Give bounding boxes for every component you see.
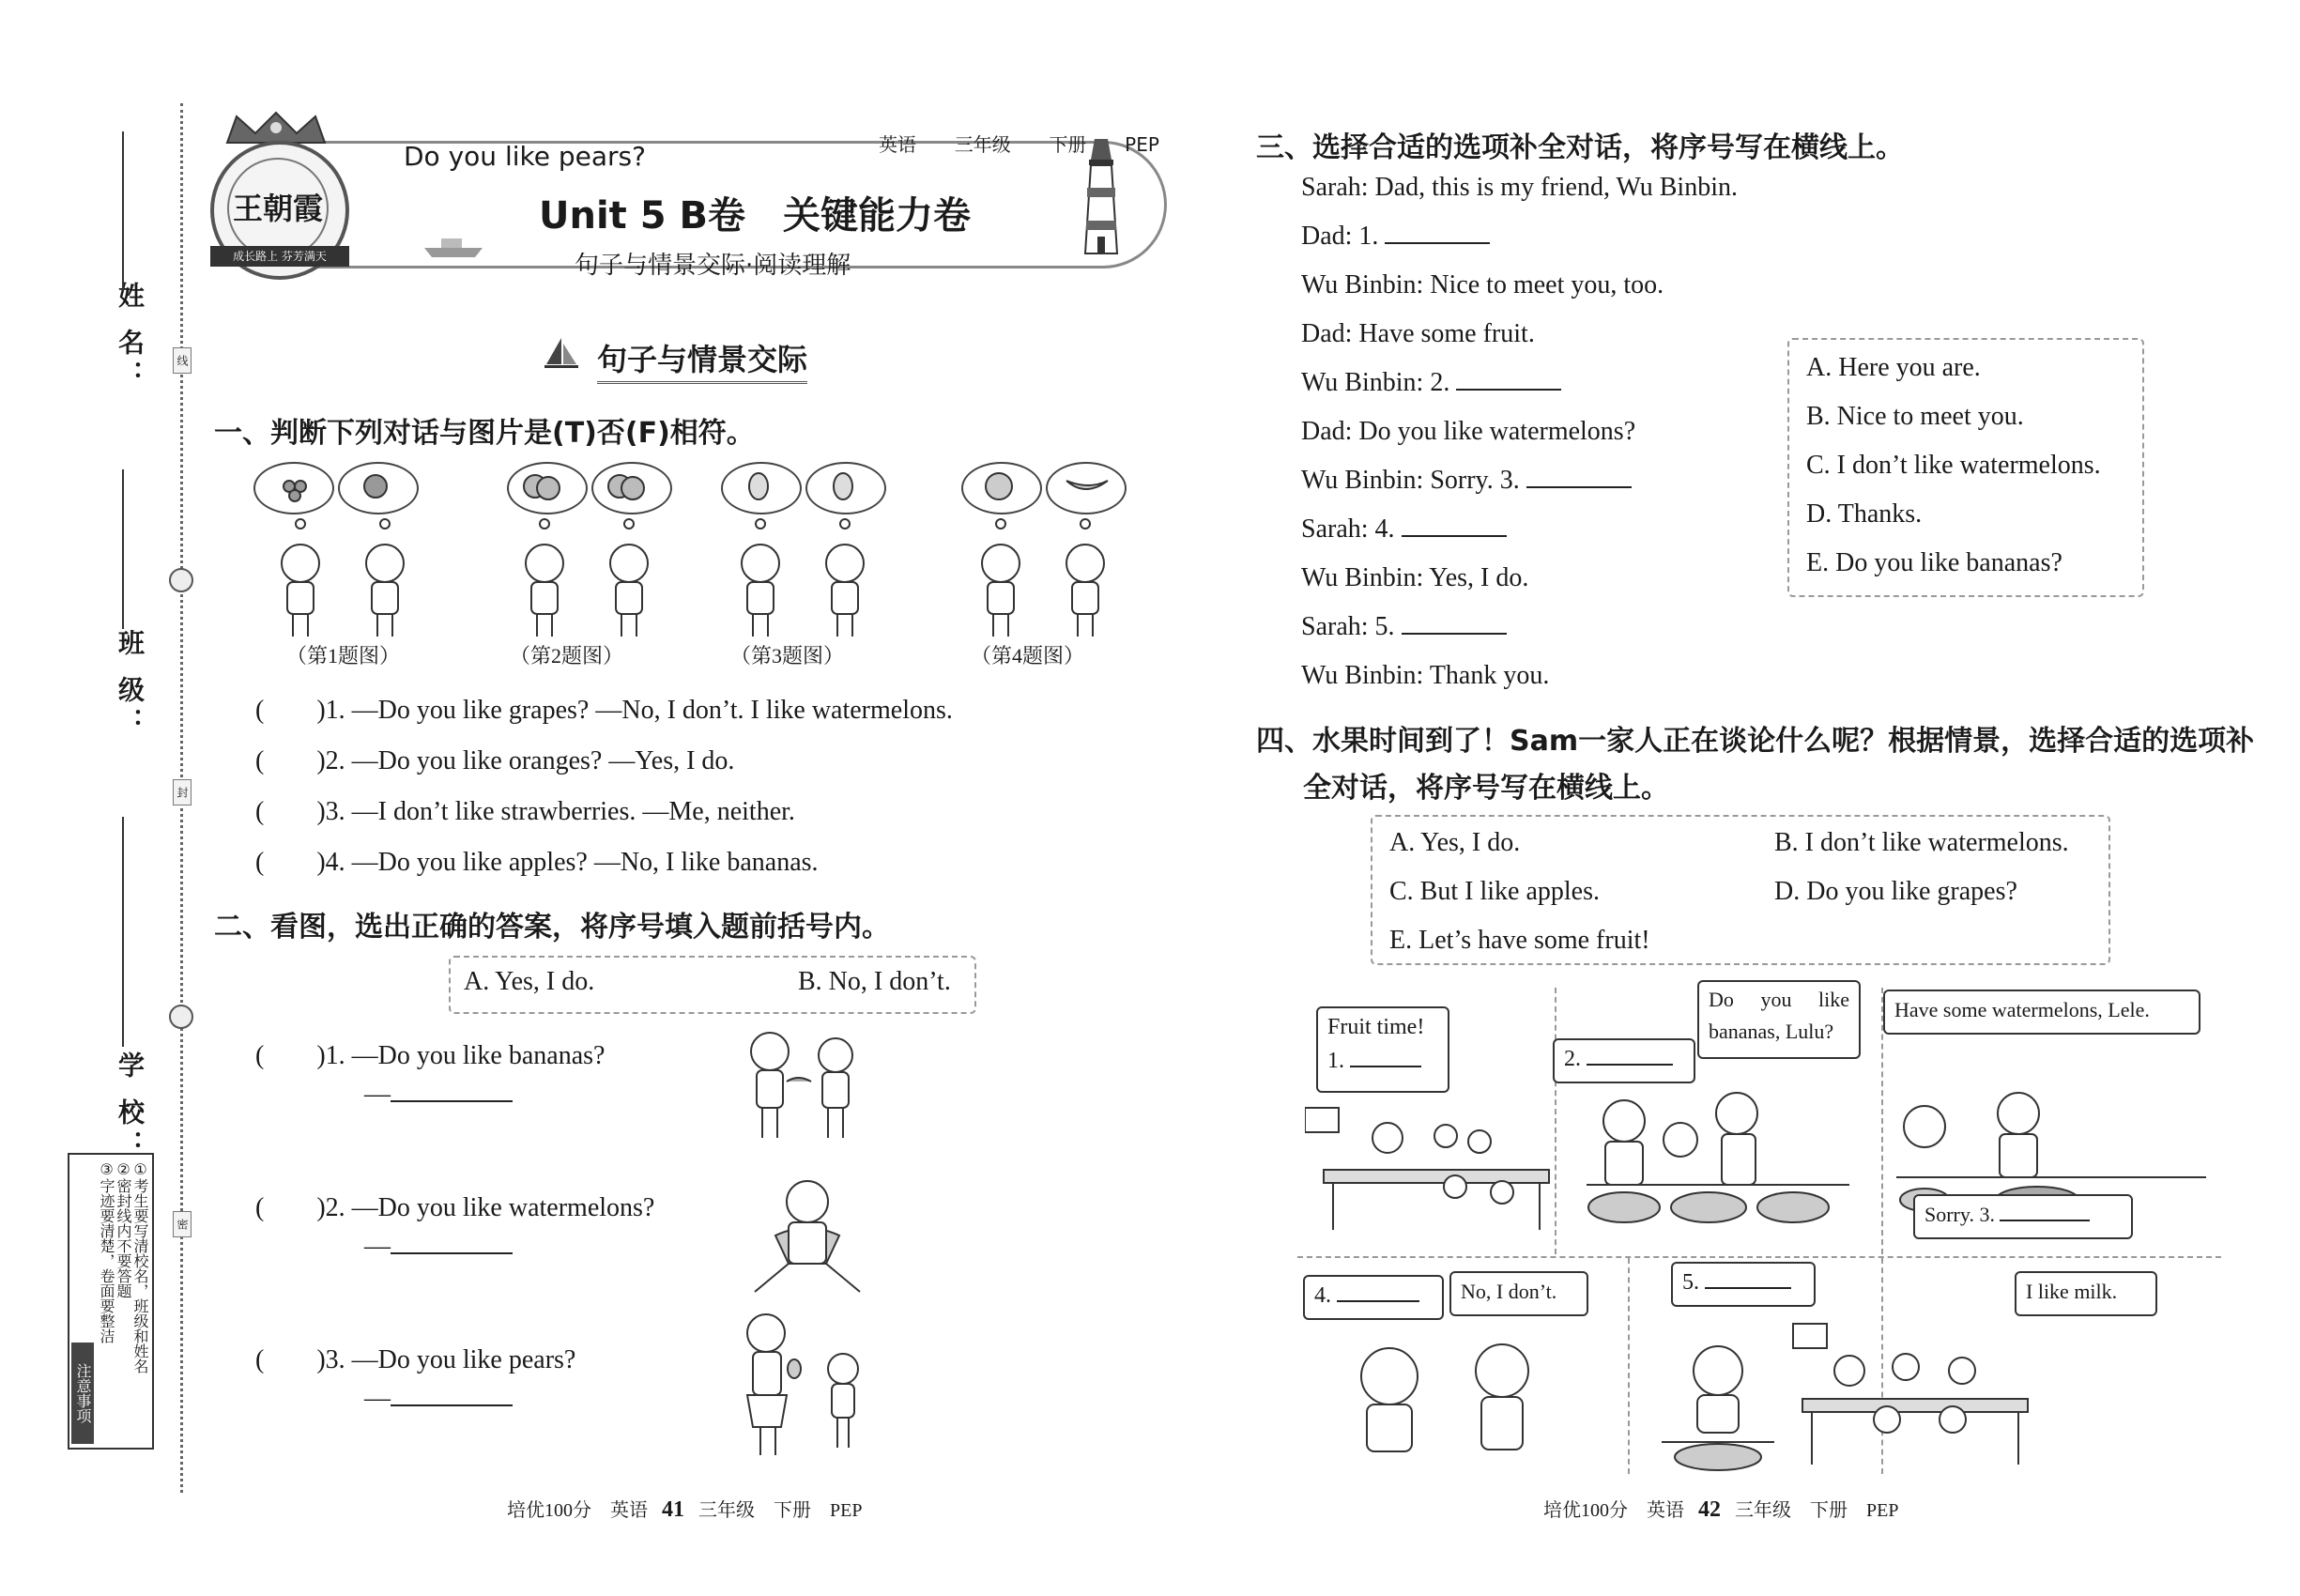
answer-blank[interactable] xyxy=(1705,1287,1791,1289)
part3-option-b: B. Nice to meet you. xyxy=(1806,402,2024,431)
answer-dash: — xyxy=(364,1080,391,1109)
notice-items xyxy=(98,1160,148,1442)
bubble-p2-question: Do you like bananas, Lulu? xyxy=(1697,980,1861,1059)
part2-option-box xyxy=(449,956,976,1014)
notice-item: ②密封线内不要答题 xyxy=(115,1160,132,1298)
class-blank xyxy=(122,469,124,629)
bubble-answer xyxy=(1327,1044,1438,1078)
part4-option-a: A. Yes, I do. xyxy=(1389,828,1521,857)
caption-q1: （第1题图） xyxy=(286,644,401,668)
caption-q2: （第2题图） xyxy=(510,644,624,668)
name-blank xyxy=(122,131,124,291)
part4-option-e: E. Let’s have some fruit! xyxy=(1389,926,1650,955)
logo-ribbon: 成长路上 芬芳满天 xyxy=(210,246,349,267)
brand-logo xyxy=(210,141,349,280)
part2-kids-illustration xyxy=(732,1023,882,1465)
dialog-line-10 xyxy=(1301,612,1507,642)
part1-item-2: ( )2. —Do you like oranges? —Yes, I do. xyxy=(255,746,735,775)
caption-q3: （第3题图） xyxy=(730,644,845,668)
footer-left xyxy=(507,1495,862,1523)
caption-q4: （第4题图） xyxy=(971,644,1085,668)
page-subtitle: 句子与情景交际·阅读理解 xyxy=(575,252,851,280)
part3-instruction: 三、选择合适的选项补全对话，将序号写在横线上。 xyxy=(1256,131,1904,164)
dialog-line-5 xyxy=(1301,368,1561,398)
notice-tag: 注意事项 xyxy=(71,1343,94,1444)
page-number: 41 xyxy=(662,1497,684,1522)
answer-dash: — xyxy=(364,1232,391,1261)
bubble-number: 5. xyxy=(1682,1270,1699,1295)
part4-instruction-2: 全对话，将序号写在横线上。 xyxy=(1303,772,1669,805)
cut-mark-line: 线 xyxy=(173,347,192,374)
part2-answer-2 xyxy=(364,1232,513,1262)
part2-item-2: ( )2. —Do you like watermelons? xyxy=(255,1193,655,1222)
answer-blank[interactable] xyxy=(1337,1300,1419,1302)
answer-blank[interactable] xyxy=(1456,389,1561,391)
part3-option-d: D. Thanks. xyxy=(1806,499,1923,529)
answer-blank[interactable] xyxy=(391,1252,513,1254)
part2-option-b: B. No, I don’t. xyxy=(798,967,951,996)
footer-book: 培优100分 英语 xyxy=(1543,1500,1684,1521)
notice-box xyxy=(68,1153,154,1450)
part3-option-c: C. I don’t like watermelons. xyxy=(1806,451,2101,480)
footer-grade: 三年级 下册 PEP xyxy=(698,1500,863,1521)
notice-item: ③字迹要清楚，卷面要整洁 xyxy=(98,1160,115,1343)
answer-blank[interactable] xyxy=(391,1404,513,1406)
footer-book: 培优100分 英语 xyxy=(507,1500,648,1521)
part1-instruction: 一、判断下列对话与图片是(T)否(F)相符。 xyxy=(214,417,755,450)
part1-item-3: ( )3. —I don’t like strawberries. —Me, neither. xyxy=(255,797,795,826)
dialog-text: Wu Binbin: 2. xyxy=(1301,368,1450,397)
dialog-line-4: Dad: Have some fruit. xyxy=(1301,319,1535,348)
part1-item-4: ( )4. —Do you like apples? —No, I like bananas. xyxy=(255,848,819,877)
tag-subject: 英语 xyxy=(879,133,916,156)
cut-mark-seal: 封 xyxy=(173,779,192,806)
part2-answer-1 xyxy=(364,1080,513,1110)
answer-blank[interactable] xyxy=(1402,535,1507,537)
ship-icon xyxy=(421,231,486,259)
part2-answer-3 xyxy=(364,1384,513,1414)
part4-option-box xyxy=(1371,815,2110,965)
bubble-number: 2. xyxy=(1564,1047,1581,1071)
part4-instruction-1: 四、水果时间到了！Sam一家人正在谈论什么呢？根据情景，选择合适的选项补 xyxy=(1256,725,2255,758)
section-heading: 句子与情景交际 xyxy=(597,336,807,384)
part3-option-box xyxy=(1787,338,2144,597)
part1-kids-illustration xyxy=(235,460,1136,648)
bubble-p6: I like milk. xyxy=(2015,1271,2157,1316)
school-blank xyxy=(122,817,124,1047)
bubble-p3-offer: Have some watermelons, Lele. xyxy=(1883,990,2200,1035)
dialog-line-8 xyxy=(1301,514,1507,545)
answer-blank[interactable] xyxy=(1587,1064,1673,1066)
part2-option-a: A. Yes, I do. xyxy=(464,967,595,996)
class-label: 班 级： xyxy=(115,629,146,740)
dialog-text: Sarah: 5. xyxy=(1301,612,1395,641)
answer-dash: — xyxy=(364,1384,391,1413)
bubble-text: Fruit time! xyxy=(1327,1015,1425,1039)
page-number: 42 xyxy=(1698,1497,1721,1522)
bubble-p4-question xyxy=(1303,1275,1444,1320)
binding-hole-icon xyxy=(169,1005,193,1029)
dialog-text: Sarah: 4. xyxy=(1301,514,1395,544)
logo-text: 王朝霞 xyxy=(227,158,329,259)
lesson-title: Do you like pears? xyxy=(404,141,646,172)
cut-mark-secret: 密 xyxy=(173,1211,192,1237)
tag-grade: 三年级 xyxy=(954,133,1011,156)
part3-option-e: E. Do you like bananas? xyxy=(1806,548,2062,577)
sail-icon xyxy=(543,336,580,370)
dialog-text: Dad: 1. xyxy=(1301,222,1379,251)
part2-item-1: ( )1. —Do you like bananas? xyxy=(255,1041,606,1070)
bubble-p5 xyxy=(1671,1262,1816,1307)
part4-option-c: C. But I like apples. xyxy=(1389,877,1600,906)
dialog-line-7 xyxy=(1301,466,1632,496)
part2-instruction: 二、看图，选出正确的答案，将序号填入题前括号内。 xyxy=(214,911,890,944)
notice-item: ①考生要写清校名，班级和姓名 xyxy=(131,1160,149,1373)
dialog-line-1: Sarah: Dad, this is my friend, Wu Binbin. xyxy=(1301,173,1738,202)
answer-blank[interactable] xyxy=(1526,486,1632,488)
bubble-number: 1. xyxy=(1327,1049,1344,1073)
bubble-p1 xyxy=(1316,1006,1449,1093)
page-title: Unit 5 B卷 关键能力卷 xyxy=(539,194,971,238)
school-label: 学 校： xyxy=(115,1051,146,1162)
subject-tags xyxy=(879,130,1159,157)
bubble-number: 4. xyxy=(1314,1283,1331,1308)
tag-term: 下册 xyxy=(1049,133,1087,156)
part4-option-b: B. I don’t like watermelons. xyxy=(1774,828,2069,857)
part2-item-3: ( )3. —Do you like pears? xyxy=(255,1345,576,1374)
tag-edition: PEP xyxy=(1125,133,1159,156)
part4-option-d: D. Do you like grapes? xyxy=(1774,877,2017,906)
dialog-line-3: Wu Binbin: Nice to meet you, too. xyxy=(1301,270,1664,299)
part1-item-1: ( )1. —Do you like grapes? —No, I don’t. I like watermelons. xyxy=(255,696,953,725)
answer-blank[interactable] xyxy=(391,1100,513,1102)
bubble-p4-answer: No, I don’t. xyxy=(1449,1271,1588,1316)
dialog-line-6: Dad: Do you like watermelons? xyxy=(1301,417,1636,446)
answer-blank[interactable] xyxy=(1402,633,1507,635)
dialog-line-11: Wu Binbin: Thank you. xyxy=(1301,661,1550,690)
answer-blank[interactable] xyxy=(2000,1220,2090,1221)
bubble-p3-answer xyxy=(1913,1194,2133,1239)
name-label: 姓 名： xyxy=(115,282,146,392)
dialog-line-2 xyxy=(1301,222,1490,252)
answer-blank[interactable] xyxy=(1385,242,1490,244)
dialog-line-9: Wu Binbin: Yes, I do. xyxy=(1301,563,1529,592)
binding-hole-icon xyxy=(169,568,193,592)
dialog-text: Wu Binbin: Sorry. 3. xyxy=(1301,466,1520,495)
bubble-text: Sorry. 3. xyxy=(1924,1203,1995,1226)
answer-blank[interactable] xyxy=(1350,1066,1421,1067)
part3-option-a: A. Here you are. xyxy=(1806,353,1981,382)
footer-grade: 三年级 下册 PEP xyxy=(1735,1500,1899,1521)
bubble-p2-answer xyxy=(1553,1038,1695,1083)
crown-icon xyxy=(223,111,329,145)
footer-right xyxy=(1543,1495,1898,1523)
